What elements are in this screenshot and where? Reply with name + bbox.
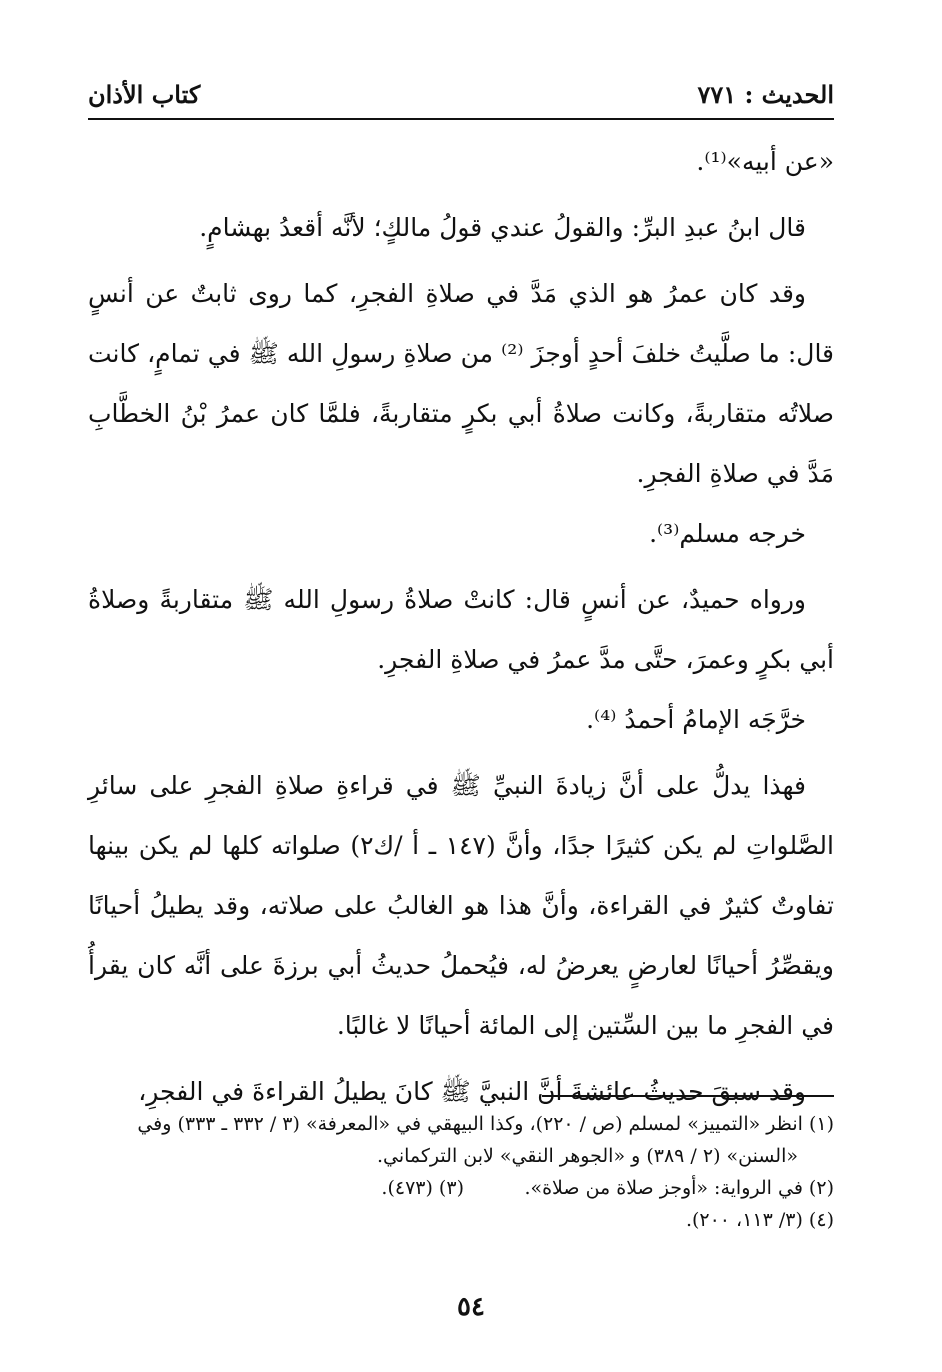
paragraph-6: خرَّجَه الإمامُ أحمدُ ⁽⁴⁾. — [586, 705, 806, 734]
footnote-rule — [542, 1095, 834, 1097]
main-text — [88, 132, 834, 1122]
paragraph-7: فهذا يدلُّ على أنَّ زيادةَ النبيِّ ﷺ في قراءةِ صلاةِ الفجرِ على سائرِ الصَّلواتِ لم يكن كثيرًا جدًا، وأنَّ (١٤٧ ـ أ /ك٢) صلواته كلها لم يكن بينها تفاوتٌ كثيرٌ في القراءة، وأنَّ هذا هو الغالبُ على صلاته، وقد يطيلُ أحيانًا ويقصِّرُ أحيانًا لعارضٍ يعرضُ له، فيُحملُ حديثُ أبي برزةَ على أنَّه كان يقرأُ في الفجرِ ما بين السِّتين إلى المائة أحيانًا لا غالبًا. — [88, 771, 834, 1040]
book-title-heading: كتاب الأذان — [88, 80, 201, 109]
footnotes — [88, 1108, 834, 1236]
footnote-1: (١) انظر «التمييز» لمسلم (ص / ٢٢٠)، وكذا البيهقي في «المعرفة» (٣ / ٣٣٢ ـ ٣٣٣) وفي — [137, 1113, 834, 1135]
paragraph-2: قال ابنُ عبدِ البرِّ: والقولُ عندي قولُ مالكٍ؛ لأنَّه أقعدُ بهشامٍ. — [199, 213, 806, 242]
hadith-number-heading: الحديث : ٧٧١ — [697, 80, 834, 109]
page-number: ٥٤ — [457, 1292, 485, 1322]
paragraph-4: خرجه مسلم⁽³⁾. — [649, 519, 806, 548]
paragraph-8: وقد سبقَ حديثُ عائشةَ أنَّ النبيَّ ﷺ كانَ يطيلُ القراءةَ في الفجرِ، — [138, 1077, 806, 1106]
page-header — [88, 78, 834, 118]
footnote-4: (٤) (٣/ ١١٣، ٢٠٠). — [685, 1209, 834, 1231]
paragraph-5: ورواه حميدٌ، عن أنسٍ قال: كانتْ صلاةُ رسولِ الله ﷺ متقاربةً وصلاةُ أبي بكرٍ وعمرَ، حتَّى مدَّ عمرُ في صلاةِ الفجرِ. — [88, 585, 834, 674]
paragraph-1: «عن أبيه»⁽¹⁾. — [696, 147, 834, 176]
footnote-3: (٣) (٤٧٣). — [381, 1177, 464, 1199]
footnote-1-continued: «السنن» (٢ / ٣٨٩) و «الجوهر النقي» لابن التركماني. — [376, 1145, 798, 1167]
footnote-2: (٢) في الرواية: «أوجز صلاة من صلاة». — [524, 1177, 834, 1199]
paragraph-3: وقد كان عمرُ هو الذي مَدَّ في صلاةِ الفجرِ، كما روى ثابتٌ عن أنسٍ قال: ما صلَّيتُ خلفَ أحدٍ أوجزَ ⁽²⁾ من صلاةِ رسولِ الله ﷺ في تمامٍ، كانت صلاتُه متقاربةً، وكانت صلاةُ أبي بكرٍ متقاربةً، فلمَّا كان عمرُ بْنُ الخطَّابِ مَدَّ في صلاةِ الفجرِ. — [88, 279, 835, 488]
footnote-row-2-3 — [88, 1172, 834, 1204]
header-rule — [88, 118, 834, 120]
